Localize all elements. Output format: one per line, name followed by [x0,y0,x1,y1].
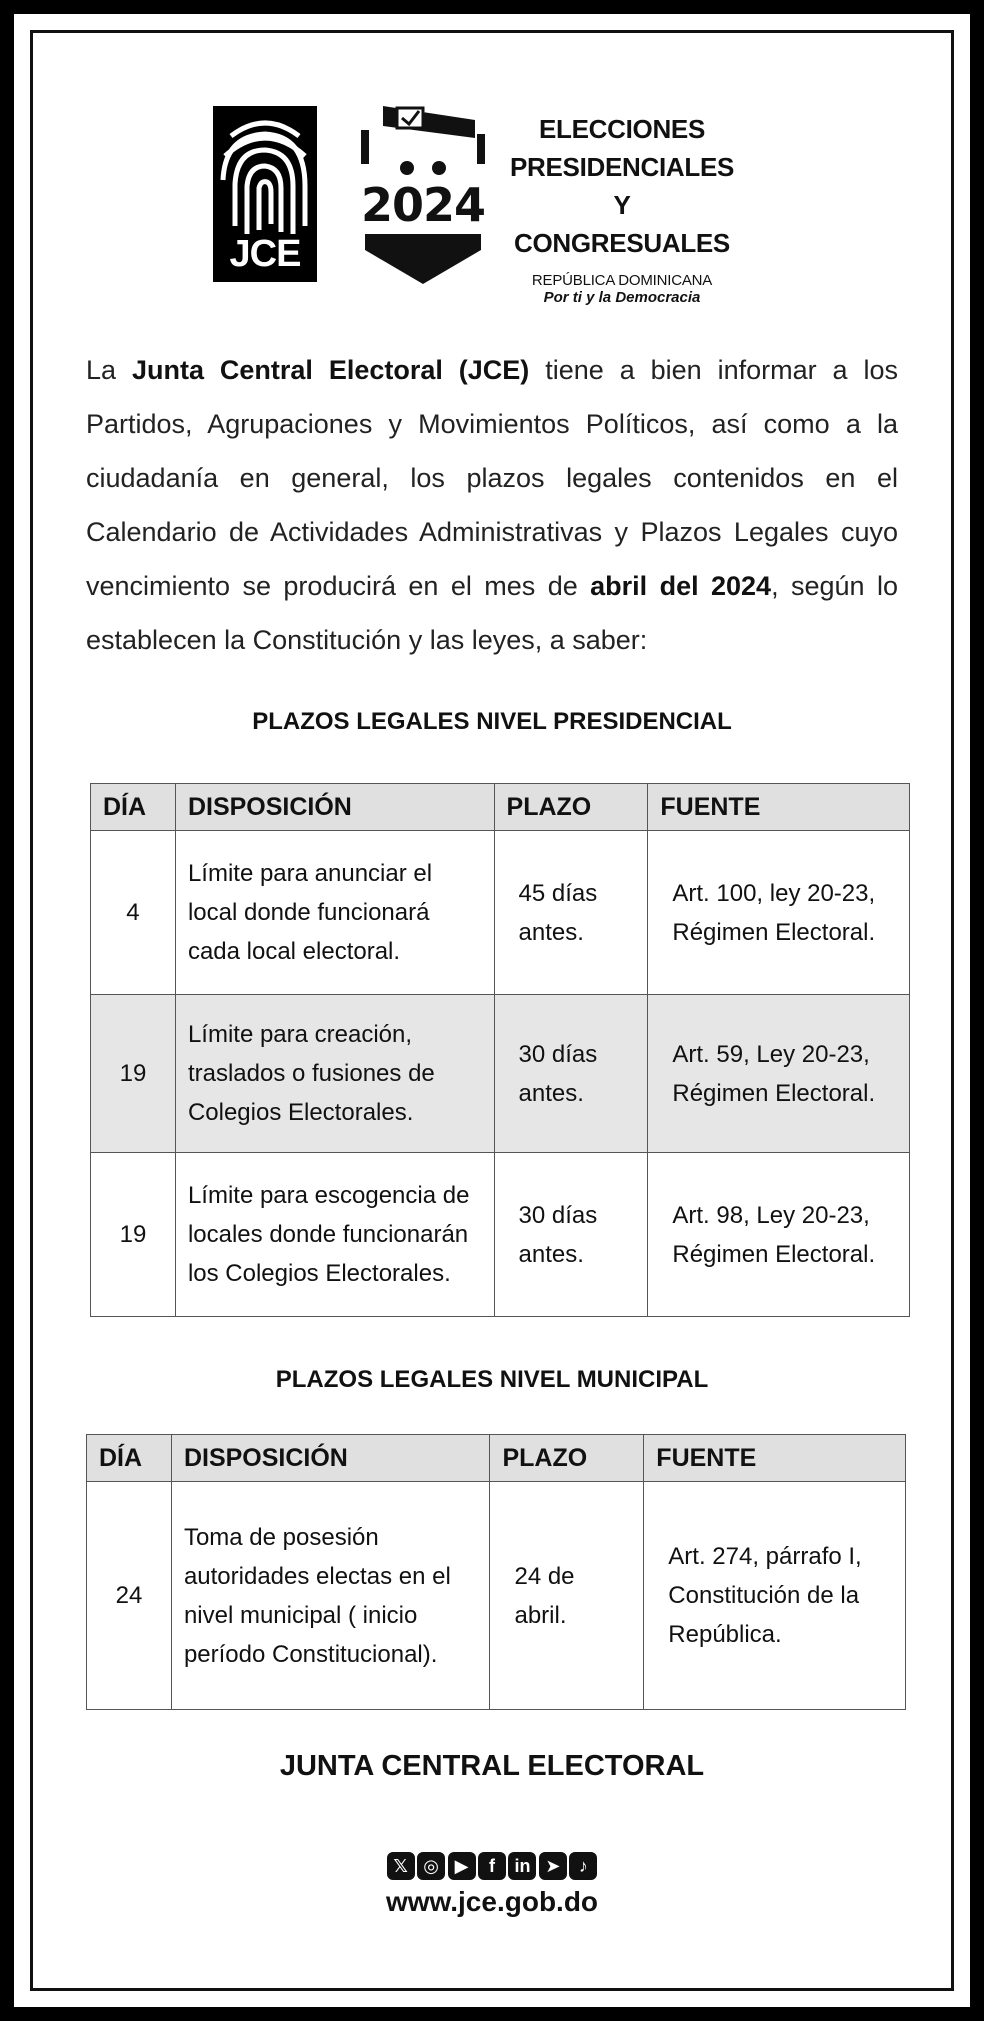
cell-plazo: 30 días antes. [494,1153,648,1317]
social-icons-row [0,1852,984,1882]
instagram-icon[interactable]: ◎ [417,1852,445,1880]
cell-disposicion: Límite para creación, traslados o fusiones de Colegios Electorales. [175,995,494,1153]
municipal-section-title: PLAZOS LEGALES NIVEL MUNICIPAL [275,1366,709,1393]
slogan: Por ti y la Democracia [543,289,701,306]
website-link[interactable]: www.jce.gob.do [385,1886,599,1917]
cell-fuente: Art. 274, párrafo I, Constitución de la República. [644,1482,906,1710]
table-row [91,831,910,995]
presidential-section-title: PLAZOS LEGALES NIVEL PRESIDENCIAL [252,708,732,735]
tiktok-icon[interactable]: ♪ [569,1852,597,1880]
table-row [87,1482,906,1710]
table-header-row [91,784,910,831]
col-disposicion-header: DISPOSICIÓN [175,784,494,831]
year-label: 2024 [361,178,486,232]
col-plazo-header: PLAZO [490,1435,644,1482]
table-row [91,1153,910,1317]
title-line-1: ELECCIONES [538,114,706,144]
cell-dia: 19 [91,995,176,1153]
cell-dia: 19 [91,1153,176,1317]
col-fuente-header: FUENTE [644,1435,906,1482]
linkedin-icon[interactable]: in [508,1852,536,1880]
cell-disposicion: Toma de posesión autoridades electas en el nivel municipal ( inicio período Constitucional). [171,1482,490,1710]
col-dia-header: DÍA [91,784,176,831]
title-line-2: PRESIDENCIALES [509,152,735,182]
cell-disposicion: Límite para anunciar el local donde funcionará cada local electoral. [175,831,494,995]
intro-paragraph [86,343,898,667]
telegram-icon[interactable]: ➤ [539,1852,567,1880]
municipal-deadlines-table [86,1434,906,1710]
presidential-deadlines-table [90,783,910,1317]
election-title-block [507,110,737,306]
header [213,86,773,306]
cell-plazo: 45 días antes. [494,831,648,995]
col-plazo-header: PLAZO [494,784,648,831]
col-dia-header: DÍA [87,1435,172,1482]
jce-fingerprint-logo [213,106,317,282]
cell-plazo: 30 días antes. [494,995,648,1153]
jce-logo-text: JCE [229,233,301,275]
table-header-row [87,1435,906,1482]
intro-org-name: Junta Central Electoral (JCE) [131,355,530,385]
intro-month: abril del 2024 [590,571,772,601]
cell-fuente: Art. 100, ley 20-23, Régimen Electoral. [648,831,910,995]
cell-fuente: Art. 59, Ley 20-23, Régimen Electoral. [648,995,910,1153]
col-fuente-header: FUENTE [648,784,910,831]
facebook-icon[interactable]: f [478,1852,506,1880]
cell-dia: 24 [87,1482,172,1710]
intro-text-2: tiene a bien informar a los Partidos, Agrupaciones y Movimientos Políticos, así como a la ciudadanía en general, los plazos legales contenidos en el Calendario de Actividades Administrativas y Plazos Legales cuyo vencimiento se producirá en el mes de [86,355,898,601]
elections-2024-logo [361,100,485,286]
intro-text-3: , según lo establecen la Constitución y las leyes, a saber: [86,571,898,655]
cell-plazo: 24 de abril. [490,1482,644,1710]
x-icon[interactable]: 𝕏 [387,1852,415,1880]
col-disposicion-header: DISPOSICIÓN [171,1435,490,1482]
cell-fuente: Art. 98, Ley 20-23, Régimen Electoral. [648,1153,910,1317]
country-label: REPÚBLICA DOMINICANA [531,272,713,289]
footer-org-name: JUNTA CENTRAL ELECTORAL [279,1750,705,1782]
cell-disposicion: Límite para escogencia de locales donde funcionarán los Colegios Electorales. [175,1153,494,1317]
table-row [91,995,910,1153]
title-line-3: Y CONGRESUALES [514,190,730,258]
youtube-icon[interactable]: ▶ [448,1852,476,1880]
cell-dia: 4 [91,831,176,995]
intro-text-1: La [86,355,132,385]
